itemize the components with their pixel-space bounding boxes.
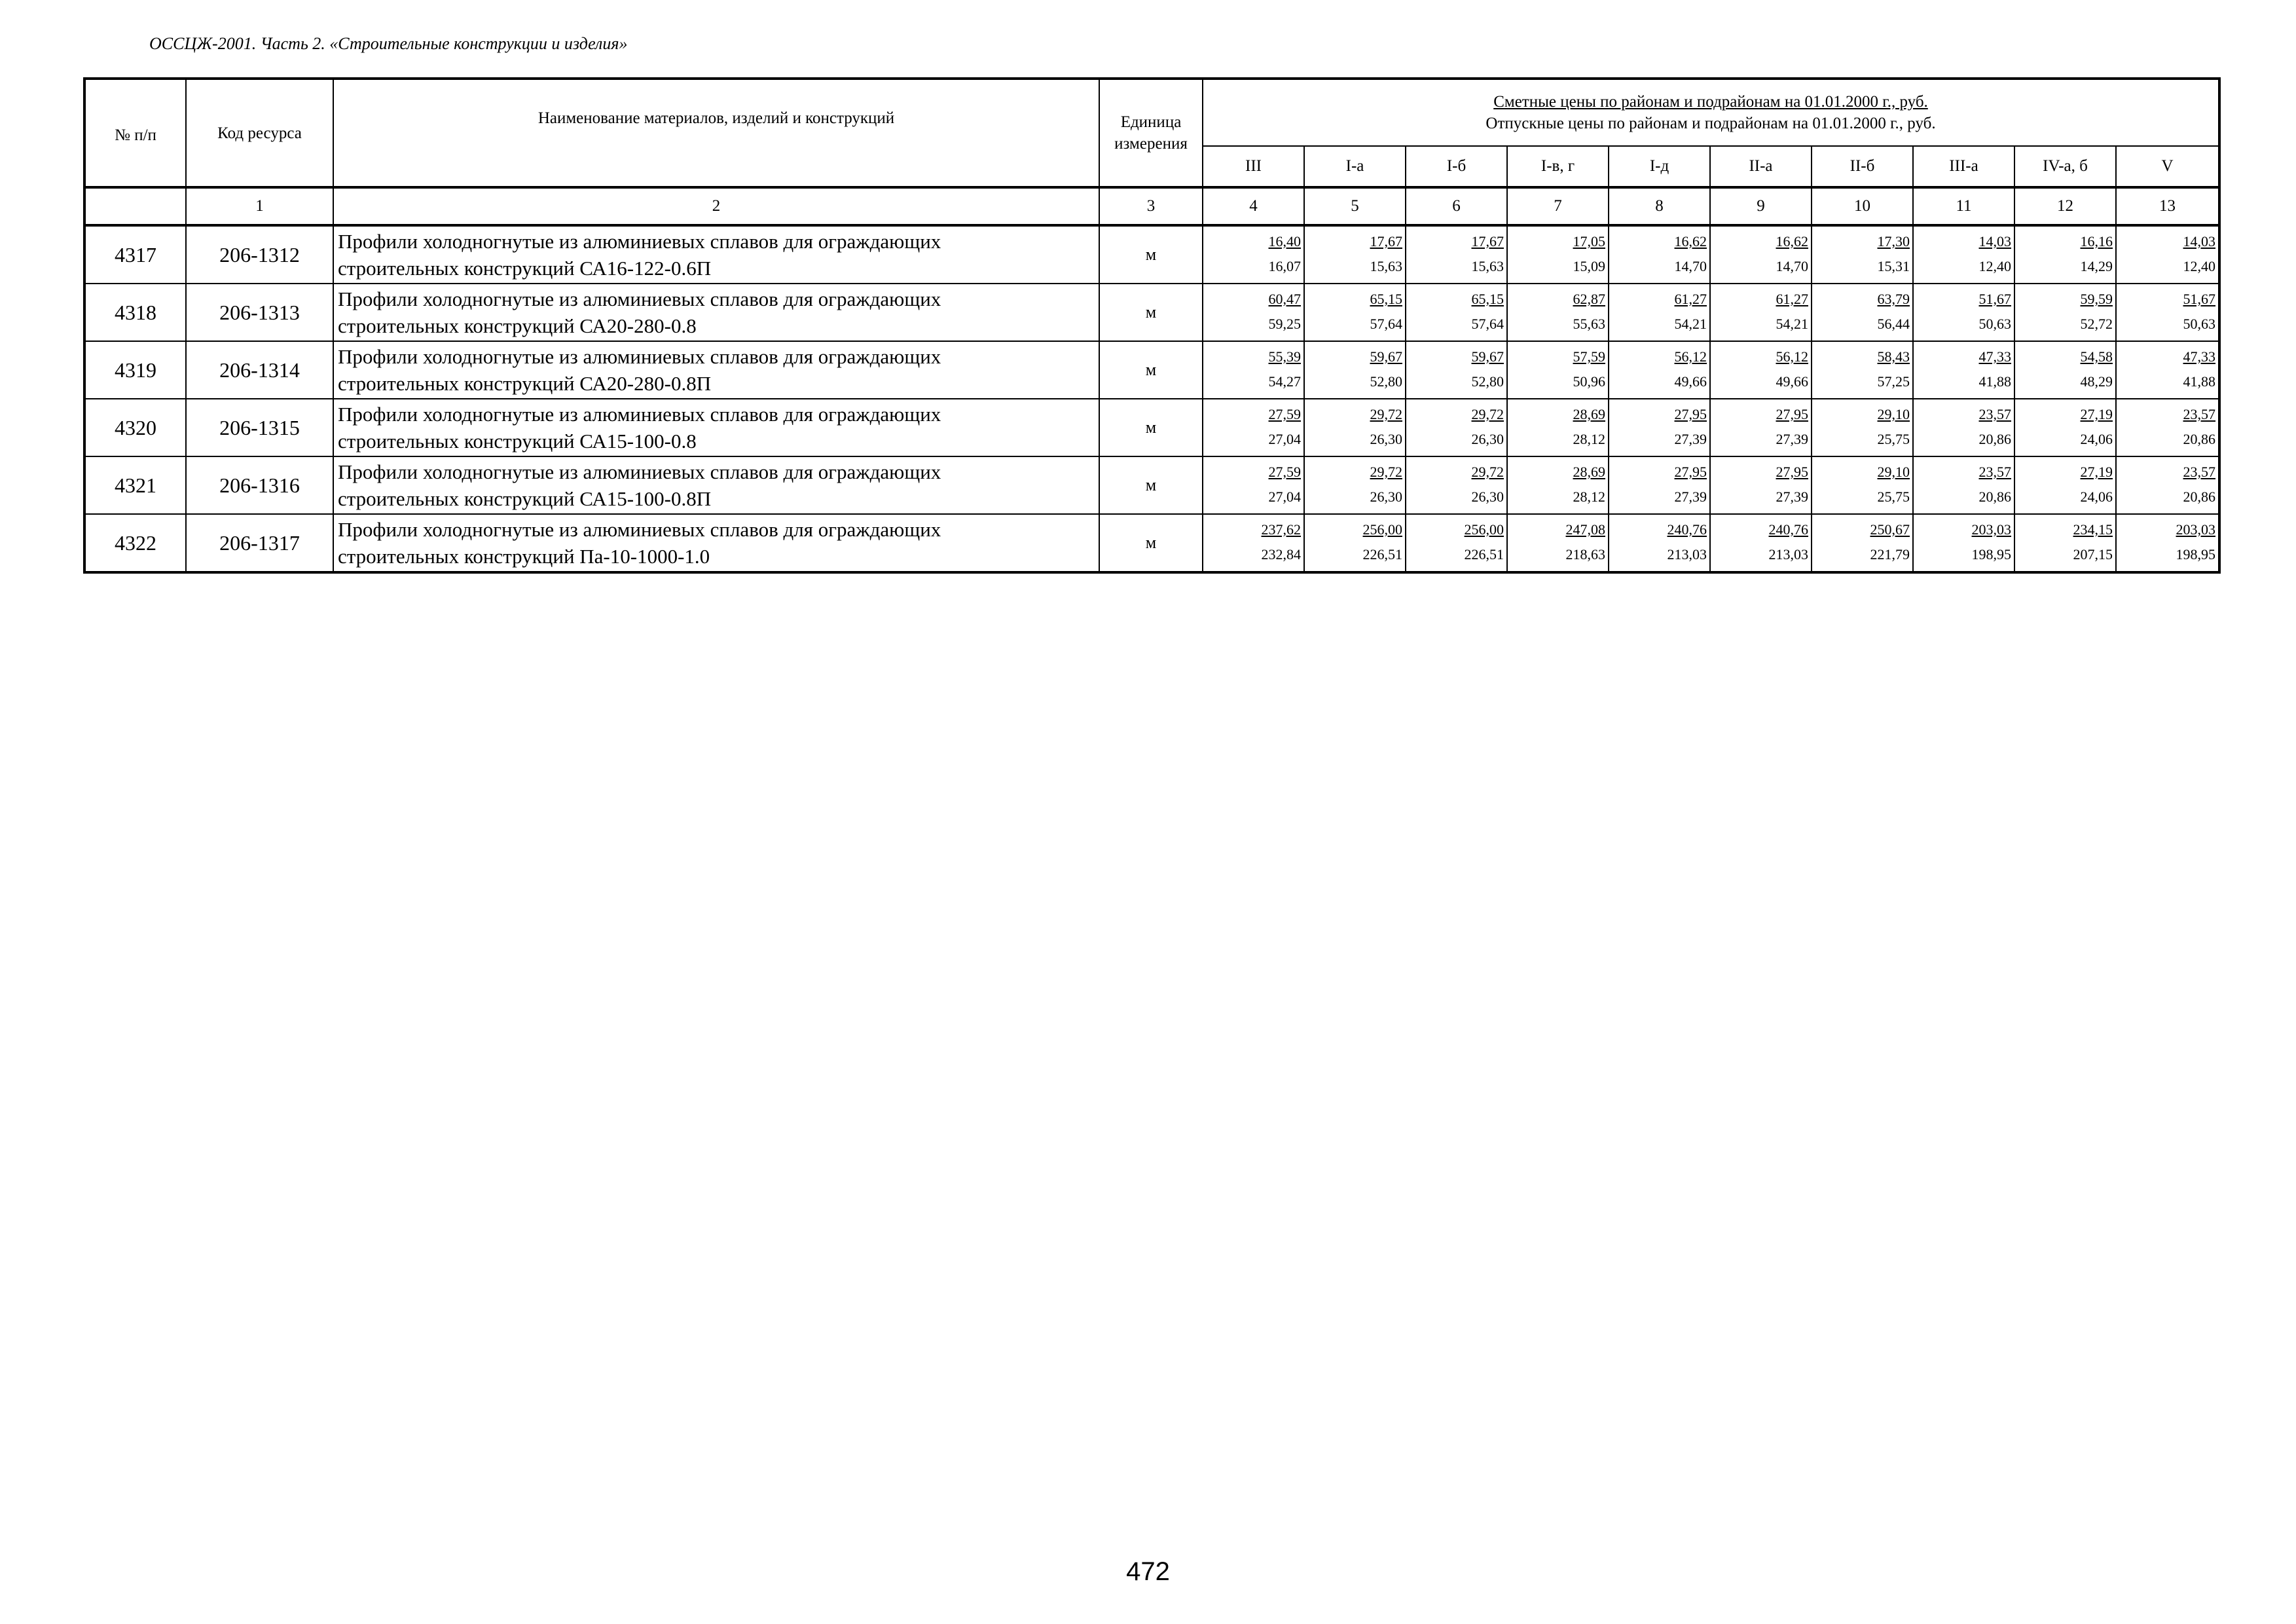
header-code: Код ресурса <box>186 79 333 187</box>
header-region: II-а <box>1710 146 1812 187</box>
estimate-price: 240,76 <box>1768 521 1808 538</box>
unit-of-measure: м <box>1099 514 1203 572</box>
price-cell <box>1304 399 1406 456</box>
release-price: 25,75 <box>1877 489 1910 505</box>
release-price: 50,96 <box>1573 373 1605 390</box>
release-price: 27,04 <box>1268 431 1301 447</box>
estimate-price: 29,72 <box>1370 464 1402 480</box>
release-price: 12,40 <box>1978 258 2011 274</box>
release-price: 207,15 <box>2073 546 2113 563</box>
table-row <box>84 225 2219 284</box>
document-header: ОССЦЖ-2001. Часть 2. «Строительные конструкции и изделия» <box>149 34 628 53</box>
release-price: 20,86 <box>1978 431 2011 447</box>
release-price: 221,79 <box>1870 546 1910 563</box>
unit-of-measure: м <box>1099 399 1203 456</box>
release-price: 52,80 <box>1471 373 1504 390</box>
estimate-price: 256,00 <box>1464 521 1504 538</box>
estimate-price: 59,67 <box>1471 348 1504 365</box>
estimate-price: 23,57 <box>2183 464 2216 480</box>
price-cell <box>2116 225 2219 284</box>
release-price: 27,39 <box>1674 489 1707 505</box>
price-cell <box>1710 341 1812 399</box>
price-cell <box>2014 399 2116 456</box>
material-name-line: строительных конструкций СА16-122-0.6П <box>338 257 712 280</box>
release-price: 20,86 <box>1978 489 2011 505</box>
release-price: 27,39 <box>1776 489 1808 505</box>
header-num: № п/п <box>84 79 186 187</box>
unit-of-measure: м <box>1099 225 1203 284</box>
price-cell <box>1609 341 1710 399</box>
price-cell <box>1609 514 1710 572</box>
price-cell <box>1812 225 1913 284</box>
column-number: 2 <box>333 187 1099 225</box>
material-name <box>333 399 1099 456</box>
release-price: 28,12 <box>1573 489 1605 505</box>
price-cell <box>1812 341 1913 399</box>
price-cell <box>1812 284 1913 341</box>
resource-code: 206-1314 <box>186 341 333 399</box>
estimate-price: 59,59 <box>2080 291 2113 307</box>
estimate-price: 27,95 <box>1776 464 1808 480</box>
release-price: 52,72 <box>2080 316 2113 332</box>
release-price: 14,29 <box>2080 258 2113 274</box>
release-price: 55,63 <box>1573 316 1605 332</box>
estimate-price: 62,87 <box>1573 291 1605 307</box>
estimate-price: 29,10 <box>1877 406 1910 422</box>
release-price: 25,75 <box>1877 431 1910 447</box>
estimate-price: 14,03 <box>2183 233 2216 249</box>
release-price: 57,25 <box>1877 373 1910 390</box>
release-price: 14,70 <box>1776 258 1808 274</box>
release-price: 27,39 <box>1776 431 1808 447</box>
column-number-empty <box>84 187 186 225</box>
material-name-line: Профили холодногнутые из алюминиевых сплавов для ограждающих <box>338 287 941 310</box>
estimate-price: 61,27 <box>1674 291 1707 307</box>
estimate-price: 51,67 <box>1978 291 2011 307</box>
column-number: 9 <box>1710 187 1812 225</box>
estimate-price: 47,33 <box>1978 348 2011 365</box>
material-name-line: строительных конструкций СА15-100-0.8П <box>338 487 712 510</box>
estimate-price: 27,95 <box>1776 406 1808 422</box>
release-price: 50,63 <box>1978 316 2011 332</box>
material-name-line: строительных конструкций СА20-280-0.8П <box>338 372 712 395</box>
price-cell <box>1507 225 1609 284</box>
column-number: 5 <box>1304 187 1406 225</box>
estimate-price: 56,12 <box>1674 348 1707 365</box>
material-name <box>333 456 1099 514</box>
release-price: 218,63 <box>1565 546 1605 563</box>
header-region: III-а <box>1913 146 2014 187</box>
estimate-price: 27,19 <box>2080 464 2113 480</box>
price-cell <box>1913 399 2014 456</box>
column-number: 7 <box>1507 187 1609 225</box>
price-cell <box>1304 514 1406 572</box>
price-cell <box>1304 456 1406 514</box>
price-cell <box>1406 514 1507 572</box>
column-number: 12 <box>2014 187 2116 225</box>
price-cell <box>2014 341 2116 399</box>
estimate-price: 203,03 <box>1971 521 2011 538</box>
price-cell <box>1710 284 1812 341</box>
release-price: 57,64 <box>1370 316 1402 332</box>
price-cell <box>1203 399 1304 456</box>
price-cell <box>1203 284 1304 341</box>
material-name <box>333 514 1099 572</box>
release-price: 41,88 <box>1978 373 2011 390</box>
price-cell <box>1710 399 1812 456</box>
estimate-price: 29,72 <box>1471 464 1504 480</box>
estimate-price: 54,58 <box>2080 348 2113 365</box>
estimate-price: 17,67 <box>1370 233 1402 249</box>
header-prices <box>1203 79 2219 146</box>
material-name-line: Профили холодногнутые из алюминиевых сплавов для ограждающих <box>338 460 941 483</box>
header-prices-release: Отпускные цены по районам и подрайонам на 01.01.2000 г., руб. <box>1485 115 1936 132</box>
price-cell <box>1507 456 1609 514</box>
table-row <box>84 456 2219 514</box>
table-row <box>84 514 2219 572</box>
material-name-line: строительных конструкций СА15-100-0.8 <box>338 430 697 452</box>
price-table <box>83 77 2221 574</box>
price-cell <box>1304 341 1406 399</box>
price-cell <box>1304 225 1406 284</box>
release-price: 24,06 <box>2080 489 2113 505</box>
estimate-price: 27,19 <box>2080 406 2113 422</box>
release-price: 226,51 <box>1464 546 1504 563</box>
release-price: 49,66 <box>1776 373 1808 390</box>
price-cell <box>1406 225 1507 284</box>
material-name <box>333 341 1099 399</box>
header-region: II-б <box>1812 146 1913 187</box>
price-cell <box>1406 456 1507 514</box>
price-cell <box>1812 399 1913 456</box>
release-price: 20,86 <box>2183 489 2216 505</box>
unit-of-measure: м <box>1099 284 1203 341</box>
release-price: 28,12 <box>1573 431 1605 447</box>
estimate-price: 27,59 <box>1268 406 1301 422</box>
row-number: 4321 <box>84 456 186 514</box>
column-number: 4 <box>1203 187 1304 225</box>
estimate-price: 56,12 <box>1776 348 1808 365</box>
estimate-price: 57,59 <box>1573 348 1605 365</box>
estimate-price: 247,08 <box>1565 521 1605 538</box>
release-price: 27,39 <box>1674 431 1707 447</box>
price-cell <box>1203 341 1304 399</box>
estimate-price: 234,15 <box>2073 521 2113 538</box>
price-cell <box>1913 225 2014 284</box>
price-cell <box>2116 456 2219 514</box>
page-number: 472 <box>1126 1557 1170 1586</box>
release-price: 232,84 <box>1261 546 1301 563</box>
estimate-price: 27,95 <box>1674 406 1707 422</box>
price-cell <box>1609 399 1710 456</box>
estimate-price: 250,67 <box>1870 521 1910 538</box>
price-cell <box>2014 514 2116 572</box>
release-price: 16,07 <box>1268 258 1301 274</box>
table-row <box>84 341 2219 399</box>
release-price: 20,86 <box>2183 431 2216 447</box>
price-cell <box>1406 341 1507 399</box>
price-cell <box>1203 456 1304 514</box>
table-row <box>84 284 2219 341</box>
release-price: 213,03 <box>1768 546 1808 563</box>
release-price: 52,80 <box>1370 373 1402 390</box>
header-prices-estimate: Сметные цены по районам и подрайонам на 01.01.2000 г., руб. <box>1493 93 1928 111</box>
release-price: 50,63 <box>2183 316 2216 332</box>
price-cell <box>2116 399 2219 456</box>
estimate-price: 61,27 <box>1776 291 1808 307</box>
price-cell <box>1710 514 1812 572</box>
material-name-line: Профили холодногнутые из алюминиевых сплавов для ограждающих <box>338 230 941 253</box>
price-cell <box>1406 399 1507 456</box>
release-price: 57,64 <box>1471 316 1504 332</box>
price-cell <box>2116 284 2219 341</box>
release-price: 41,88 <box>2183 373 2216 390</box>
column-number: 10 <box>1812 187 1913 225</box>
release-price: 15,09 <box>1573 258 1605 274</box>
material-name-line: Профили холодногнутые из алюминиевых сплавов для ограждающих <box>338 403 941 426</box>
release-price: 54,27 <box>1268 373 1301 390</box>
unit-of-measure: м <box>1099 341 1203 399</box>
row-number: 4322 <box>84 514 186 572</box>
price-cell <box>1913 284 2014 341</box>
price-cell <box>1304 284 1406 341</box>
price-cell <box>1812 514 1913 572</box>
estimate-price: 16,40 <box>1268 233 1301 249</box>
estimate-price: 16,62 <box>1776 233 1808 249</box>
estimate-price: 23,57 <box>1978 406 2011 422</box>
estimate-price: 63,79 <box>1877 291 1910 307</box>
estimate-price: 23,57 <box>1978 464 2011 480</box>
header-name: Наименование материалов, изделий и конструкций <box>333 79 1099 187</box>
release-price: 15,63 <box>1370 258 1402 274</box>
release-price: 48,29 <box>2080 373 2113 390</box>
price-cell <box>1406 284 1507 341</box>
estimate-price: 65,15 <box>1370 291 1402 307</box>
header-region: III <box>1203 146 1304 187</box>
release-price: 198,95 <box>1971 546 2011 563</box>
estimate-price: 29,72 <box>1471 406 1504 422</box>
release-price: 27,04 <box>1268 489 1301 505</box>
estimate-price: 240,76 <box>1667 521 1707 538</box>
price-cell <box>1609 225 1710 284</box>
column-number: 8 <box>1609 187 1710 225</box>
row-number: 4319 <box>84 341 186 399</box>
release-price: 26,30 <box>1370 489 1402 505</box>
price-cell <box>1710 456 1812 514</box>
estimate-price: 55,39 <box>1268 348 1301 365</box>
price-cell <box>2014 225 2116 284</box>
row-number: 4318 <box>84 284 186 341</box>
resource-code: 206-1315 <box>186 399 333 456</box>
column-number: 13 <box>2116 187 2219 225</box>
price-cell <box>1507 341 1609 399</box>
column-number: 1 <box>186 187 333 225</box>
estimate-price: 60,47 <box>1268 291 1301 307</box>
price-cell <box>1812 456 1913 514</box>
estimate-price: 27,95 <box>1674 464 1707 480</box>
price-cell <box>2014 456 2116 514</box>
price-cell <box>2116 514 2219 572</box>
estimate-price: 58,43 <box>1877 348 1910 365</box>
estimate-price: 28,69 <box>1573 406 1605 422</box>
release-price: 15,63 <box>1471 258 1504 274</box>
column-number: 6 <box>1406 187 1507 225</box>
estimate-price: 27,59 <box>1268 464 1301 480</box>
release-price: 14,70 <box>1674 258 1707 274</box>
column-number: 11 <box>1913 187 2014 225</box>
release-price: 24,06 <box>2080 431 2113 447</box>
resource-code: 206-1313 <box>186 284 333 341</box>
price-cell <box>2014 284 2116 341</box>
material-name-line: строительных конструкций Па-10-1000-1.0 <box>338 545 710 568</box>
unit-of-measure: м <box>1099 456 1203 514</box>
row-number: 4317 <box>84 225 186 284</box>
estimate-price: 17,30 <box>1877 233 1910 249</box>
release-price: 49,66 <box>1674 373 1707 390</box>
estimate-price: 29,72 <box>1370 406 1402 422</box>
estimate-price: 17,05 <box>1573 233 1605 249</box>
release-price: 26,30 <box>1370 431 1402 447</box>
header-region: I-а <box>1304 146 1406 187</box>
price-cell <box>1609 456 1710 514</box>
material-name-line: Профили холодногнутые из алюминиевых сплавов для ограждающих <box>338 345 941 368</box>
price-cell <box>1913 456 2014 514</box>
column-number: 3 <box>1099 187 1203 225</box>
estimate-price: 17,67 <box>1471 233 1504 249</box>
header-region: I-д <box>1609 146 1710 187</box>
resource-code: 206-1317 <box>186 514 333 572</box>
estimate-price: 51,67 <box>2183 291 2216 307</box>
release-price: 198,95 <box>2176 546 2216 563</box>
resource-code: 206-1316 <box>186 456 333 514</box>
price-cell <box>1203 225 1304 284</box>
release-price: 59,25 <box>1268 316 1301 332</box>
price-cell <box>1913 514 2014 572</box>
release-price: 213,03 <box>1667 546 1707 563</box>
header-region: IV-а, б <box>2014 146 2116 187</box>
estimate-price: 203,03 <box>2176 521 2216 538</box>
estimate-price: 47,33 <box>2183 348 2216 365</box>
material-name <box>333 284 1099 341</box>
price-cell <box>1507 514 1609 572</box>
release-price: 26,30 <box>1471 489 1504 505</box>
estimate-price: 256,00 <box>1362 521 1402 538</box>
release-price: 54,21 <box>1776 316 1808 332</box>
header-region: I-б <box>1406 146 1507 187</box>
release-price: 56,44 <box>1877 316 1910 332</box>
estimate-price: 59,67 <box>1370 348 1402 365</box>
resource-code: 206-1312 <box>186 225 333 284</box>
estimate-price: 23,57 <box>2183 406 2216 422</box>
header-region: V <box>2116 146 2219 187</box>
price-cell <box>1710 225 1812 284</box>
price-cell <box>1507 284 1609 341</box>
table-row <box>84 399 2219 456</box>
price-cell <box>1203 514 1304 572</box>
estimate-price: 16,62 <box>1674 233 1707 249</box>
release-price: 12,40 <box>2183 258 2216 274</box>
estimate-price: 28,69 <box>1573 464 1605 480</box>
price-cell <box>1609 284 1710 341</box>
price-cell <box>1507 399 1609 456</box>
estimate-price: 29,10 <box>1877 464 1910 480</box>
release-price: 26,30 <box>1471 431 1504 447</box>
release-price: 226,51 <box>1362 546 1402 563</box>
price-cell <box>1913 341 2014 399</box>
estimate-price: 16,16 <box>2080 233 2113 249</box>
price-cell <box>2116 341 2219 399</box>
release-price: 54,21 <box>1674 316 1707 332</box>
header-unit: Единица измерения <box>1099 79 1203 187</box>
material-name-line: строительных конструкций СА20-280-0.8 <box>338 314 697 337</box>
estimate-price: 237,62 <box>1261 521 1301 538</box>
estimate-price: 65,15 <box>1471 291 1504 307</box>
release-price: 15,31 <box>1877 258 1910 274</box>
row-number: 4320 <box>84 399 186 456</box>
material-name <box>333 225 1099 284</box>
header-region: I-в, г <box>1507 146 1609 187</box>
material-name-line: Профили холодногнутые из алюминиевых сплавов для ограждающих <box>338 518 941 541</box>
estimate-price: 14,03 <box>1978 233 2011 249</box>
